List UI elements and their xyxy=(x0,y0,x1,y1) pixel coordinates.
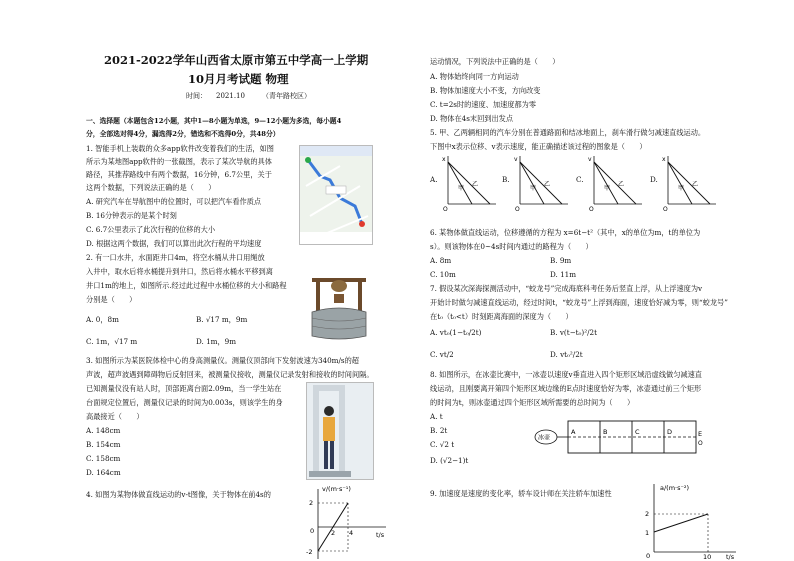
q6-line: 6. 某物体做直线运动，位移遵循的方程为 x=6t−t²（其中，x的单位为m，t的单位为 xyxy=(430,228,701,237)
q1-line: 路径，其推荐路线中有两个数据，16分钟，6.7公里，关于 xyxy=(86,170,272,179)
q5-curve-label-jia: 甲 xyxy=(458,185,465,192)
q3-line: 声波，超声波遇到障碍物后反射回来，被测量仪接收，测量仪记录发射和接收的时间间隔。 xyxy=(86,370,374,379)
q2-option-d: D. 1m，9m xyxy=(196,337,237,346)
q6-option-a: A. 8m xyxy=(430,256,452,265)
q3-line: 已知测量仪没有站人时，顶部距离台面2.09m，当一学生站在 xyxy=(86,384,282,393)
q7-line: 7. 假设某次深海探测活动中，“蛟龙号”完成海底科考任务后竖直上浮，从上浮速度为v xyxy=(430,284,703,293)
height-meter-photo xyxy=(306,382,374,480)
q6-option-b: B. 9m xyxy=(550,256,572,265)
q8-option-c: C. √2 t xyxy=(430,440,455,449)
curling-rectangles-diagram xyxy=(534,415,710,459)
q5-option-graph xyxy=(442,152,498,212)
curling-label-e-sub: O xyxy=(698,440,703,447)
curling-puck-label: 冰壶 xyxy=(538,434,551,442)
q8-option-b: B. 2t xyxy=(430,426,448,435)
q5-curve-label-jia: 甲 xyxy=(678,185,685,192)
q7-line: 在t₀（t₀<t）时刻距离海面的深度为（ ） xyxy=(430,312,573,321)
q2-option-b: B. √17 m，9m xyxy=(196,315,248,324)
acceleration-time-graph xyxy=(640,480,744,560)
q1-option-b: B. 16分钟表示的是某个时刻 xyxy=(86,211,177,220)
vt-ytick: 2 xyxy=(309,499,314,507)
vt-xtick: 2 xyxy=(331,529,336,537)
velocity-time-graph xyxy=(304,483,394,561)
q6-option-c: C. 10m xyxy=(430,270,456,279)
q5-curve-yi xyxy=(594,162,636,204)
q5-curve-label-jia: 甲 xyxy=(530,185,537,192)
q5-curve-yi xyxy=(668,162,710,204)
q4-line: 4. 如图为某物体做直线运动的v-t图像，关于物体在前4s的 xyxy=(86,490,271,499)
q5-curve-yi xyxy=(520,162,562,204)
at-xlabel: t/s xyxy=(726,553,735,560)
q3-line: 3. 如图所示为某医院体检中心的身高测量仪。测量仪顶部向下发射波速为340m/s的超 xyxy=(86,356,359,365)
q5-line: 下图中x表示位移、v表示速度，能正确描述该过程的图象是（ ） xyxy=(430,142,647,151)
q5-option-graph xyxy=(514,152,570,212)
exam-campus: （青年路校区） xyxy=(262,92,311,100)
q4-option-d: D. 物体在4s末回到出发点 xyxy=(430,114,514,123)
exam-title-line2: 10月月考试题 物理 xyxy=(188,72,289,86)
q5-axis-label: v xyxy=(514,156,518,163)
curling-label-a: A xyxy=(571,428,576,436)
q4-option-b: B. 物体加速度大小不变，方向改变 xyxy=(430,86,541,95)
q2-line: 入井中，取水后将水桶提升到井口，然后将水桶水平移到离 xyxy=(86,267,273,276)
q7-option-a: A. vt₀(1−t₀/2t) xyxy=(430,328,482,337)
q8-option-a: A. t xyxy=(430,412,443,421)
q5-option-label: C. xyxy=(576,175,584,184)
q3-option-c: C. 158cm xyxy=(86,454,121,463)
q5-option-label: B. xyxy=(502,175,510,184)
at-xtick: 10 xyxy=(703,553,712,560)
vt-xtick: 4 xyxy=(349,529,354,537)
q7-option-c: C. vt/2 xyxy=(430,350,454,359)
q5-curve-label-yi: 乙 xyxy=(544,181,551,188)
q5-curve-label-yi: 乙 xyxy=(692,181,699,188)
q5-option-label: D. xyxy=(650,175,658,184)
q8-option-d: D. (√2−1)t xyxy=(430,456,469,465)
water-well-picture xyxy=(308,272,370,342)
q5-origin: O xyxy=(663,206,668,212)
q7-line: 开始计时做匀减速直线运动，经过时间t，“蛟龙号”上浮到海面，速度恰好减为零，则“蛟龙号” xyxy=(430,298,728,307)
q2-line: 2. 有一口水井，水面距井口4m，将空水桶从井口用绳放 xyxy=(86,253,265,262)
q4-line: 运动情况，下列说法中正确的是（ ） xyxy=(430,57,560,66)
exam-time-label: 时间： xyxy=(186,92,207,100)
q1-line: 所示为某地图app软件的一张截图，表示了某次导航的具体 xyxy=(86,157,272,166)
at-ytick: 0 xyxy=(646,552,651,560)
q1-option-c: C. 6.7公里表示了此次行程的位移的大小 xyxy=(86,225,216,234)
at-ytick: 2 xyxy=(645,510,650,518)
q6-option-d: D. 11m xyxy=(550,270,577,279)
q5-curve-label-jia: 甲 xyxy=(604,185,611,192)
curling-label-d: D xyxy=(667,428,673,436)
section-heading-line1: 一、选择题（本题包含12小题，其中1—8小题为单选，9—12小题为多选，每小题4 xyxy=(86,117,342,125)
q5-axis-label: x xyxy=(442,156,446,163)
q1-option-d: D. 根据这两个数据，我们可以算出此次行程的平均速度 xyxy=(86,239,262,248)
q1-line: 1. 智能手机上装载的众多app软件改变着我们的生活，如图 xyxy=(86,144,274,153)
map-app-screenshot xyxy=(299,145,373,245)
q5-curve-label-yi: 乙 xyxy=(472,181,479,188)
q8-line: 8. 如图所示，在冰壶比赛中，一冰壶以速度v垂直进入四个矩形区域沿虚线做匀减速直 xyxy=(430,370,702,379)
q1-option-a: A. 研究汽车在导航图中的位置时，可以把汽车看作质点 xyxy=(86,197,262,206)
q8-line: 的时间为t，则冰壶通过四个矩形区域所需要的总时间为（ ） xyxy=(430,398,635,407)
vt-xlabel: t/s xyxy=(376,531,385,539)
q1-line: 这两个数据，下列说法正确的是（ ） xyxy=(86,183,216,192)
q8-line: 线运动，且刚要离开第四个矩形区域边缘的E点时速度恰好为零，冰壶通过前三个矩形 xyxy=(430,384,702,393)
q5-option-graph xyxy=(662,152,718,212)
q2-option-c: C. 1m，√17 m xyxy=(86,337,138,346)
q2-option-a: A. 0，8m xyxy=(86,315,119,324)
q5-axis-label: x xyxy=(662,156,666,163)
section-heading-line2: 分，全部选对得4分，漏选得2分，错选和不选得0分，共48分） xyxy=(86,130,280,138)
exam-time-value: 2021.10 xyxy=(216,92,245,100)
q4-option-c: C. t=2s时的速度、加速度都为零 xyxy=(430,100,537,109)
vt-ytick: -2 xyxy=(306,548,313,556)
at-ytick: 1 xyxy=(645,529,650,537)
q5-option-graph xyxy=(588,152,644,212)
q3-option-d: D. 164cm xyxy=(86,468,121,477)
q5-axis-label: v xyxy=(588,156,592,163)
at-ylabel: a/(m·s⁻²) xyxy=(660,484,690,492)
curling-label-e: E xyxy=(698,430,703,438)
q3-option-b: B. 154cm xyxy=(86,440,121,449)
q7-option-d: D. vt₀²/2t xyxy=(550,350,583,359)
q4-option-a: A. 物体始终向同一方向运动 xyxy=(430,72,519,81)
q5-origin: O xyxy=(443,206,448,212)
exam-title-line1: 2021-2022学年山西省太原市第五中学高一上学期 xyxy=(104,53,369,67)
vt-ylabel: v/(m·s⁻¹) xyxy=(322,485,351,493)
curling-label-c: C xyxy=(635,428,640,436)
q3-line: 高最接近（ ） xyxy=(86,412,144,421)
q5-origin: O xyxy=(515,206,520,212)
q3-line: 台面规定位置后，测量仪记录的时间为0.003s，则该学生的身 xyxy=(86,398,283,407)
q7-option-b: B. v(t−t₀)²/2t xyxy=(550,328,597,337)
q5-curve-label-yi: 乙 xyxy=(618,181,625,188)
q9-line: 9. 加速度是速度的变化率，轿车设计师在关注轿车加速性 xyxy=(430,489,612,498)
q2-line: 井口1m的地上，如图所示.经过此过程中水桶位移的大小和路程 xyxy=(86,281,287,290)
q5-origin: O xyxy=(589,206,594,212)
q5-curve-yi xyxy=(448,162,490,204)
q6-line: s）。则该物体在0~4s时间内通过的路程为（ ） xyxy=(430,242,593,251)
q2-line: 分别是（ ） xyxy=(86,295,137,304)
curling-label-b: B xyxy=(603,428,608,436)
q3-option-a: A. 148cm xyxy=(86,426,121,435)
q5-line: 5. 甲、乙两辆相同的汽车分别在普通路面和结冰地面上，刹车滑行做匀减速直线运动。 xyxy=(430,128,706,137)
q5-option-label: A. xyxy=(430,175,438,184)
vt-ytick: 0 xyxy=(310,527,315,535)
